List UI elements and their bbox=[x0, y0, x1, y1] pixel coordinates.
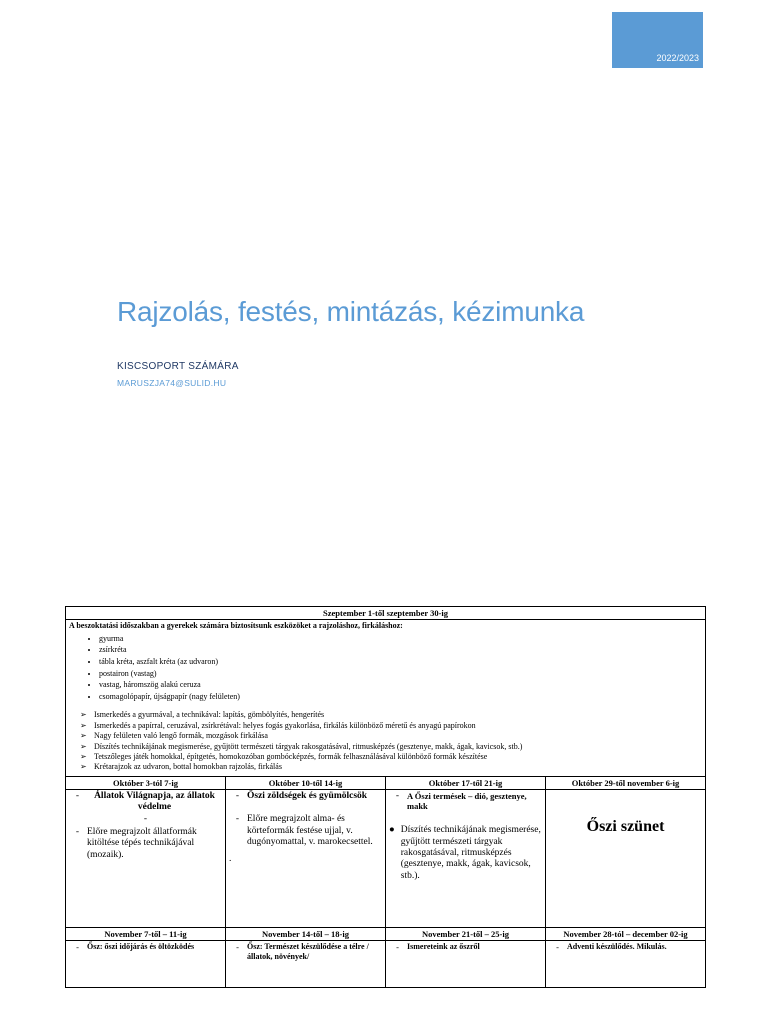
dash-marker: - bbox=[75, 827, 79, 838]
topic-title: Ősz: őszi időjárás és öltözködés bbox=[87, 942, 195, 952]
week-cell-holiday bbox=[546, 789, 706, 927]
activity-item: ➢ Ismerkedés a gyurmával, a technikával: lapítás, gömbölyítés, hengerítés bbox=[94, 710, 702, 720]
intro-text: A beszoktatási időszakban a gyerekek számára biztosítsunk eszközöket a rajzoláshoz, firkáláshoz: bbox=[69, 621, 403, 631]
topic-title: A Őszi termések – dió, gesztenye, makk bbox=[407, 790, 527, 812]
week-header: November 21-től – 25-ig bbox=[386, 927, 546, 940]
dash-marker: - bbox=[75, 790, 79, 801]
activity-text: Díszítés technikájának megismerése, gyűjtött természeti tárgyak rakosgatásával, ritmusképzés (gesztenye, makk, ágak, kavicsok, stb.). bbox=[400, 825, 541, 881]
week-cell-nov-21 bbox=[386, 941, 546, 988]
dash-marker: - bbox=[236, 942, 239, 953]
dash-marker: - bbox=[235, 790, 239, 801]
week-cell-nov-28 bbox=[546, 941, 706, 988]
activity-item: ➢ Tetszőleges játék homokkal, építgetés, homokozóban gombócképzés, formák felhasználásával különböző formák készítése bbox=[94, 752, 702, 762]
topic-row bbox=[229, 942, 382, 961]
activity-item: ➢ Ismerkedés a papírral, ceruzával, zsírkrétával: helyes fogás gyakorlása, firkálás különböző méretű és anyagú papírokon bbox=[94, 721, 702, 731]
activity-row bbox=[229, 814, 382, 848]
activity-item: ➢ Krétarajzok az udvaron, bottal homokban rajzolás, firkálás bbox=[94, 762, 702, 772]
topic-row bbox=[229, 791, 382, 802]
dash-marker: - bbox=[396, 942, 399, 953]
topic-row bbox=[69, 791, 222, 814]
tool-item: • gyurma bbox=[99, 633, 702, 645]
activity-item: ➢ Nagy felületen való lengő formák, mozgások firkálása bbox=[94, 731, 702, 741]
topic-row bbox=[389, 791, 542, 811]
author-email: MARUSZJA74@SULID.HU bbox=[117, 378, 227, 388]
week-cell-oct-10 bbox=[226, 789, 386, 927]
week-cell-nov-7 bbox=[66, 941, 226, 988]
week-header: Október 17-től 21-ig bbox=[386, 776, 546, 789]
tool-item: • postairon (vastag) bbox=[99, 668, 702, 680]
week-header: Október 3-tól 7-ig bbox=[66, 776, 226, 789]
topic-title: Őszi zöldségek és gyümölcsök bbox=[247, 790, 368, 801]
week-header: November 7-től – 11-ig bbox=[66, 927, 226, 940]
autumn-break-label: Őszi szünet bbox=[586, 817, 665, 835]
dash-marker: - bbox=[143, 813, 148, 824]
activity-item: ➢ Díszítés technikájának megismerése, gyűjtött természeti tárgyak rakosgatásával, ritmusképzés (gesztenye, makk, ágak, kavicsok, stb.) bbox=[94, 742, 702, 752]
topic-title: Ősz: Természet készülődése a télre /állatok, növények/ bbox=[247, 942, 369, 961]
september-period-header: Szeptember 1-től szeptember 30-ig bbox=[66, 607, 706, 620]
week-header: Október 10-től 14-ig bbox=[226, 776, 386, 789]
tool-item: • zsírkréta bbox=[99, 644, 702, 656]
week-cell-nov-14 bbox=[226, 941, 386, 988]
bullet-icon: ● bbox=[389, 825, 395, 836]
week-header: Október 29-től november 6-ig bbox=[546, 776, 706, 789]
dash-marker: - bbox=[556, 942, 559, 953]
activity-row bbox=[389, 825, 542, 882]
topic-row bbox=[69, 942, 222, 952]
week-header: November 14-től – 18-ig bbox=[226, 927, 386, 940]
activity-plan-table bbox=[65, 606, 706, 988]
week-header: November 28-tól – december 02-ig bbox=[546, 927, 706, 940]
stray-dot: . bbox=[229, 854, 232, 865]
dash-marker: - bbox=[235, 814, 239, 825]
dash-marker: - bbox=[395, 790, 399, 801]
dash-marker: - bbox=[76, 942, 79, 953]
tool-item: • vastag, háromszög alakú ceruza bbox=[99, 679, 702, 691]
september-content bbox=[66, 620, 706, 777]
document-title: Rajzolás, festés, mintázás, kézimunka bbox=[117, 296, 585, 327]
document-subtitle: KISCSOPORT SZÁMÁRA bbox=[117, 361, 239, 372]
tool-item: • csomagolópapír, újságpapír (nagy felületen) bbox=[99, 691, 702, 703]
topic-title: Állatok Világnapja, az állatok védelme bbox=[94, 790, 215, 813]
year-box bbox=[612, 12, 703, 68]
year-label: 2022/2023 bbox=[656, 53, 699, 63]
tools-list bbox=[69, 633, 702, 703]
week-cell-oct-3 bbox=[66, 789, 226, 927]
tool-item: • tábla kréta, aszfalt kréta (az udvaron) bbox=[99, 656, 702, 668]
activity-text: Előre megrajzolt állatformák kitöltése tépés technikájával (mozaik). bbox=[87, 827, 197, 860]
topic-title: Adventi készülődés. Mikulás. bbox=[567, 942, 667, 952]
activity-text: Előre megrajzolt alma- és körteformák festése ujjal, v. dugónyomattal, v. marokecsettel. bbox=[247, 814, 373, 848]
topic-row bbox=[389, 942, 542, 952]
topic-row bbox=[549, 942, 702, 952]
week-cell-oct-17 bbox=[386, 789, 546, 927]
activities-list bbox=[69, 710, 702, 772]
activity-row bbox=[69, 827, 222, 861]
topic-title: Ismereteink az őszről bbox=[407, 942, 480, 952]
